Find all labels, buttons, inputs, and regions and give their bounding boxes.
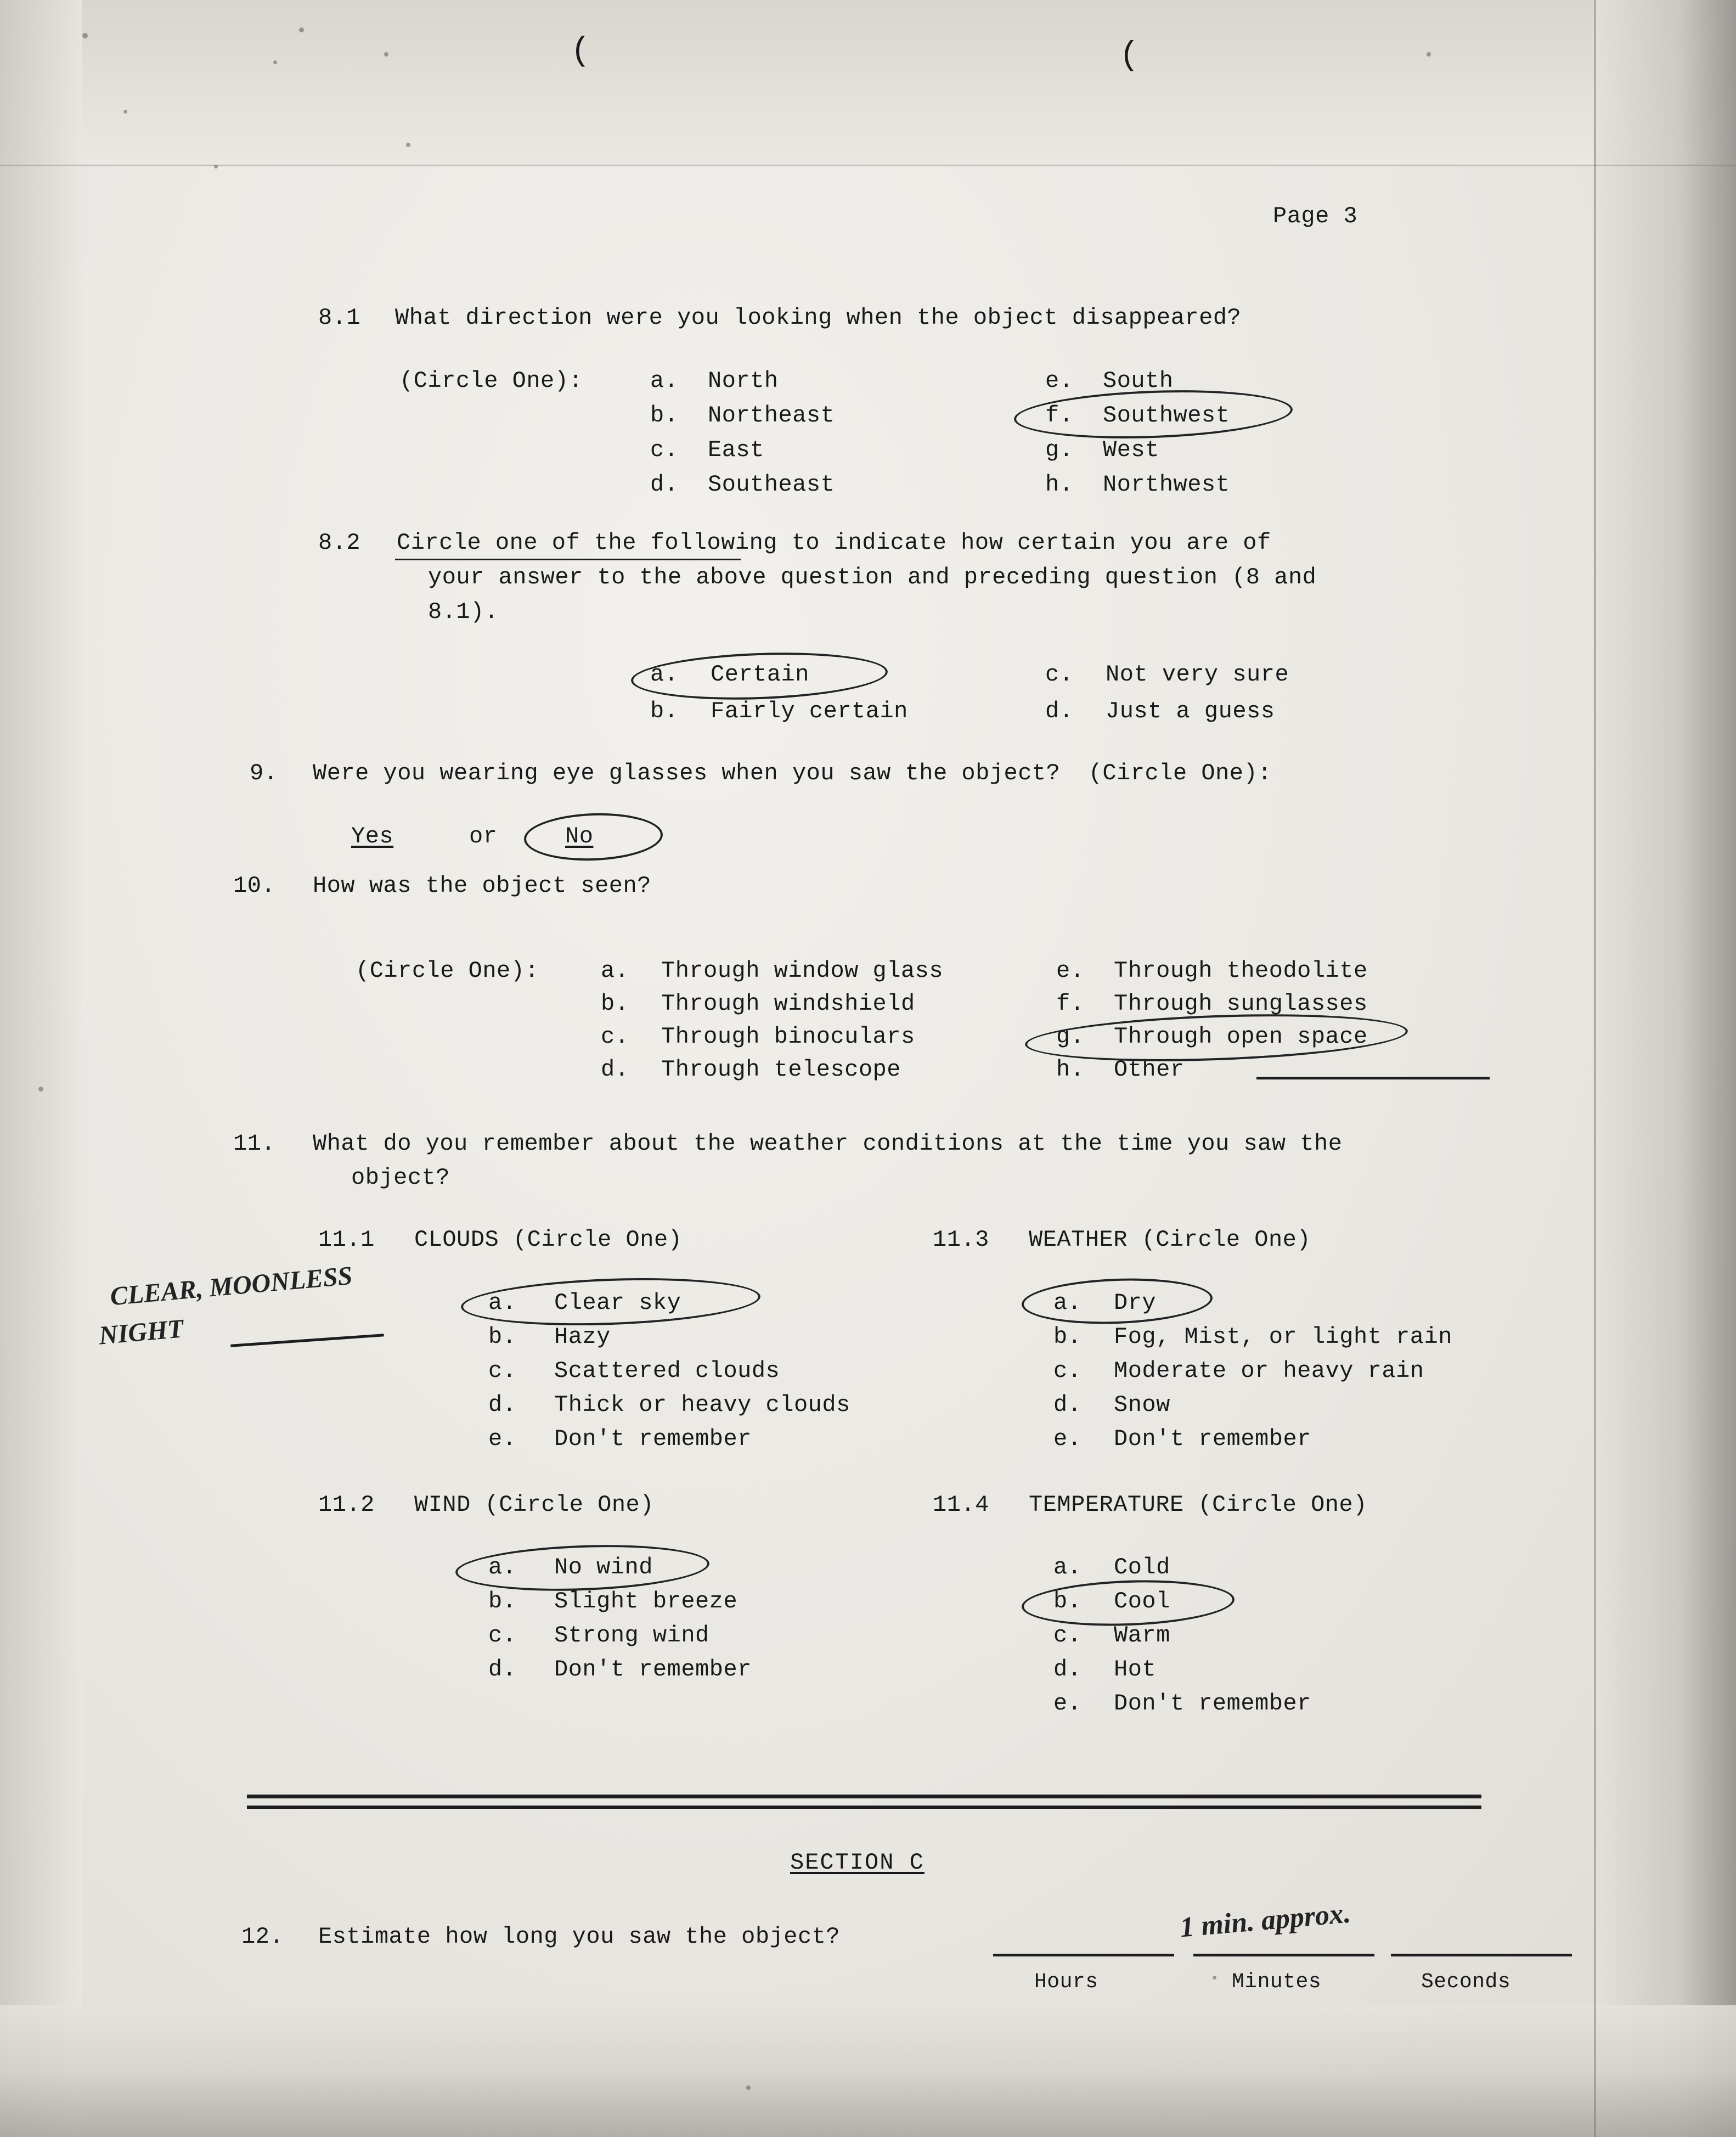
question-number-8-1: 8.1 — [318, 305, 361, 331]
option-key-11-4-d[interactable]: d. — [1053, 1656, 1082, 1683]
dust-speck — [214, 165, 218, 168]
option-label-11-4-a[interactable]: Cold — [1114, 1554, 1170, 1581]
option-label-11-1-e[interactable]: Don't remember — [554, 1426, 752, 1452]
option-label-11-1-c[interactable]: Scattered clouds — [554, 1358, 780, 1384]
option-key-8-2-c[interactable]: c. — [1045, 661, 1074, 688]
option-label-11-2-d[interactable]: Don't remember — [554, 1656, 752, 1683]
instruction-8-1: (Circle One): — [399, 368, 583, 394]
option-label-10-g[interactable]: Through open space — [1114, 1023, 1368, 1050]
section-divider-rule-bottom — [247, 1806, 1481, 1809]
option-key-11-1-b[interactable]: b. — [488, 1324, 517, 1350]
option-key-10-d[interactable]: d. — [601, 1056, 629, 1083]
option-key-10-a[interactable]: a. — [601, 958, 629, 984]
question-text-11-line1: What do you remember about the weather conditions at the time you saw the — [313, 1131, 1343, 1157]
option-label-8-2-a[interactable]: Certain — [711, 661, 809, 688]
option-key-8-2-d[interactable]: d. — [1045, 698, 1074, 724]
dust-speck — [123, 110, 127, 114]
page-bottom-edge — [0, 2005, 1736, 2137]
question-text-8-1: What direction were you looking when the object disappeared? — [395, 305, 1242, 331]
option-label-8-1-d[interactable]: Southeast — [708, 471, 835, 498]
subquestion-number-11-3: 11.3 — [933, 1227, 989, 1253]
dust-speck — [1213, 1976, 1216, 1979]
option-label-11-4-d[interactable]: Hot — [1114, 1656, 1157, 1683]
option-key-11-4-c[interactable]: c. — [1053, 1622, 1082, 1649]
page-left-edge — [0, 0, 82, 2137]
option-label-8-2-d[interactable]: Just a guess — [1106, 698, 1275, 724]
option-label-11-3-d[interactable]: Snow — [1114, 1392, 1170, 1418]
page-fold-line — [0, 165, 1736, 166]
section-divider-rule-top — [247, 1795, 1481, 1798]
page-top-edge — [0, 0, 1736, 165]
option-label-11-2-c[interactable]: Strong wind — [554, 1622, 709, 1649]
dust-speck — [746, 2085, 751, 2090]
page-label: Page 3 — [1273, 203, 1358, 229]
option-label-11-1-a[interactable]: Clear sky — [554, 1290, 681, 1316]
scan-artifact-paren: ( — [571, 33, 591, 70]
option-key-10-g[interactable]: g. — [1056, 1023, 1085, 1050]
dust-speck — [1427, 52, 1431, 57]
dust-speck — [299, 27, 304, 32]
question-number-8-2: 8.2 — [318, 530, 361, 556]
seconds-write-in-line[interactable] — [1391, 1954, 1572, 1956]
field-label-hours: Hours — [1034, 1970, 1098, 1994]
option-label-8-1-b[interactable]: Northeast — [708, 402, 835, 429]
question-number-9: 9. — [250, 760, 278, 786]
option-key-8-1-c[interactable]: c. — [650, 437, 679, 463]
question-text-12: Estimate how long you saw the object? — [318, 1924, 841, 1950]
option-key-8-1-g[interactable]: g. — [1045, 437, 1074, 463]
question-text-9: Were you wearing eye glasses when you saw the object? (Circle One): — [313, 760, 1272, 786]
hours-write-in-line[interactable] — [993, 1954, 1174, 1956]
margin-note-line2: NIGHT — [97, 1314, 185, 1351]
question-text-8-2-line2: your answer to the above question and preceding question (8 and — [428, 564, 1317, 591]
option-key-11-3-c[interactable]: c. — [1053, 1358, 1082, 1384]
option-key-11-1-e[interactable]: e. — [488, 1426, 517, 1452]
option-label-11-3-e[interactable]: Don't remember — [1114, 1426, 1311, 1452]
option-label-10-d[interactable]: Through telescope — [661, 1056, 901, 1083]
option-label-8-1-g[interactable]: West — [1103, 437, 1159, 463]
option-key-8-1-d[interactable]: d. — [650, 471, 679, 498]
option-key-8-1-b[interactable]: b. — [650, 402, 679, 429]
option-label-11-3-b[interactable]: Fog, Mist, or light rain — [1114, 1324, 1452, 1350]
other-write-in-line[interactable] — [1256, 1077, 1490, 1079]
option-label-10-h[interactable]: Other — [1114, 1056, 1185, 1083]
option-key-10-f[interactable]: f. — [1056, 991, 1085, 1017]
option-key-8-1-f[interactable]: f. — [1045, 402, 1074, 429]
option-label-8-2-c[interactable]: Not very sure — [1106, 661, 1289, 688]
answer-or-9: or — [469, 823, 498, 850]
option-key-10-b[interactable]: b. — [601, 991, 629, 1017]
option-key-11-1-a[interactable]: a. — [488, 1290, 517, 1316]
option-label-11-1-b[interactable]: Hazy — [554, 1324, 611, 1350]
option-key-8-2-b[interactable]: b. — [650, 698, 679, 724]
question-number-11: 11. — [233, 1131, 276, 1157]
field-label-minutes: Minutes — [1232, 1970, 1322, 1994]
option-label-10-f[interactable]: Through sunglasses — [1114, 991, 1368, 1017]
option-key-8-1-e[interactable]: e. — [1045, 368, 1074, 394]
option-label-8-1-e[interactable]: South — [1103, 368, 1174, 394]
scan-artifact-paren: ( — [1119, 37, 1140, 75]
subquestion-title-11-1: CLOUDS (Circle One) — [414, 1227, 683, 1253]
margin-note-dash — [230, 1334, 384, 1347]
option-key-8-1-h[interactable]: h. — [1045, 471, 1074, 498]
circled-answer-9 — [523, 811, 664, 863]
option-label-10-c[interactable]: Through binoculars — [661, 1023, 915, 1050]
section-header: SECTION C — [790, 1849, 925, 1876]
subquestion-title-11-4: TEMPERATURE (Circle One) — [1029, 1492, 1367, 1518]
question-text-11-line2: object? — [351, 1165, 450, 1191]
underline-8-2 — [395, 559, 741, 560]
option-label-10-a[interactable]: Through window glass — [661, 958, 944, 984]
option-label-11-2-b[interactable]: Slight breeze — [554, 1588, 738, 1615]
question-text-8-2-line1: Circle one of the following to indicate how certain you are of — [397, 530, 1271, 556]
option-key-11-2-c[interactable]: c. — [488, 1622, 517, 1649]
option-label-11-2-a[interactable]: No wind — [554, 1554, 653, 1581]
option-label-11-4-b[interactable]: Cool — [1114, 1588, 1170, 1615]
option-key-11-4-e[interactable]: e. — [1053, 1690, 1082, 1717]
subquestion-title-11-2: WIND (Circle One) — [414, 1492, 654, 1518]
option-key-11-2-a[interactable]: a. — [488, 1554, 517, 1581]
option-key-11-1-c[interactable]: c. — [488, 1358, 517, 1384]
option-key-11-3-d[interactable]: d. — [1053, 1392, 1082, 1418]
dust-speck — [273, 60, 277, 64]
option-label-8-1-c[interactable]: East — [708, 437, 764, 463]
page-right-edge — [1593, 0, 1736, 2137]
margin-note-line1: CLEAR, MOONLESS — [109, 1261, 354, 1312]
question-number-12: 12. — [241, 1924, 284, 1950]
option-key-8-2-a[interactable]: a. — [650, 661, 679, 688]
option-key-10-c[interactable]: c. — [601, 1023, 629, 1050]
option-label-8-2-b[interactable]: Fairly certain — [711, 698, 908, 724]
question-text-8-2-line3: 8.1). — [428, 599, 499, 625]
dust-speck — [406, 143, 410, 147]
subquestion-number-11-1: 11.1 — [318, 1227, 375, 1253]
option-key-10-e[interactable]: e. — [1056, 958, 1085, 984]
page-right-fold-line — [1594, 0, 1596, 2137]
option-key-10-h[interactable]: h. — [1056, 1056, 1085, 1083]
option-label-11-4-e[interactable]: Don't remember — [1114, 1690, 1311, 1717]
dust-speck — [82, 33, 88, 38]
subquestion-title-11-3: WEATHER (Circle One) — [1029, 1227, 1311, 1253]
minutes-write-in-line[interactable] — [1193, 1954, 1374, 1956]
dust-speck — [384, 52, 388, 57]
option-label-11-3-c[interactable]: Moderate or heavy rain — [1114, 1358, 1424, 1384]
option-key-11-1-d[interactable]: d. — [488, 1392, 517, 1418]
option-key-11-4-a[interactable]: a. — [1053, 1554, 1082, 1581]
instruction-10: (Circle One): — [356, 958, 539, 984]
option-key-11-3-b[interactable]: b. — [1053, 1324, 1082, 1350]
answer-yes-9[interactable]: Yes — [351, 823, 394, 850]
option-label-8-1-h[interactable]: Northwest — [1103, 471, 1230, 498]
option-key-11-3-a[interactable]: a. — [1053, 1290, 1082, 1316]
answer-no-9[interactable]: No — [565, 823, 594, 850]
option-key-11-3-e[interactable]: e. — [1053, 1426, 1082, 1452]
option-label-8-1-a[interactable]: North — [708, 368, 779, 394]
option-label-11-4-c[interactable]: Warm — [1114, 1622, 1170, 1649]
option-label-11-1-d[interactable]: Thick or heavy clouds — [554, 1392, 850, 1418]
option-key-11-2-d[interactable]: d. — [488, 1656, 517, 1683]
option-label-8-1-f[interactable]: Southwest — [1103, 402, 1230, 429]
option-key-11-2-b[interactable]: b. — [488, 1588, 517, 1615]
subquestion-number-11-4: 11.4 — [933, 1492, 989, 1518]
option-label-10-e[interactable]: Through theodolite — [1114, 958, 1368, 984]
option-label-11-3-a[interactable]: Dry — [1114, 1290, 1157, 1316]
field-label-seconds: Seconds — [1421, 1970, 1511, 1994]
option-key-8-1-a[interactable]: a. — [650, 368, 679, 394]
option-label-10-b[interactable]: Through windshield — [661, 991, 915, 1017]
option-key-11-4-b[interactable]: b. — [1053, 1588, 1082, 1615]
dust-speck — [38, 1087, 43, 1092]
handwritten-duration-answer: 1 min. approx. — [1179, 1897, 1352, 1944]
question-number-10: 10. — [233, 873, 276, 899]
subquestion-number-11-2: 11.2 — [318, 1492, 375, 1518]
question-text-10: How was the object seen? — [313, 873, 651, 899]
